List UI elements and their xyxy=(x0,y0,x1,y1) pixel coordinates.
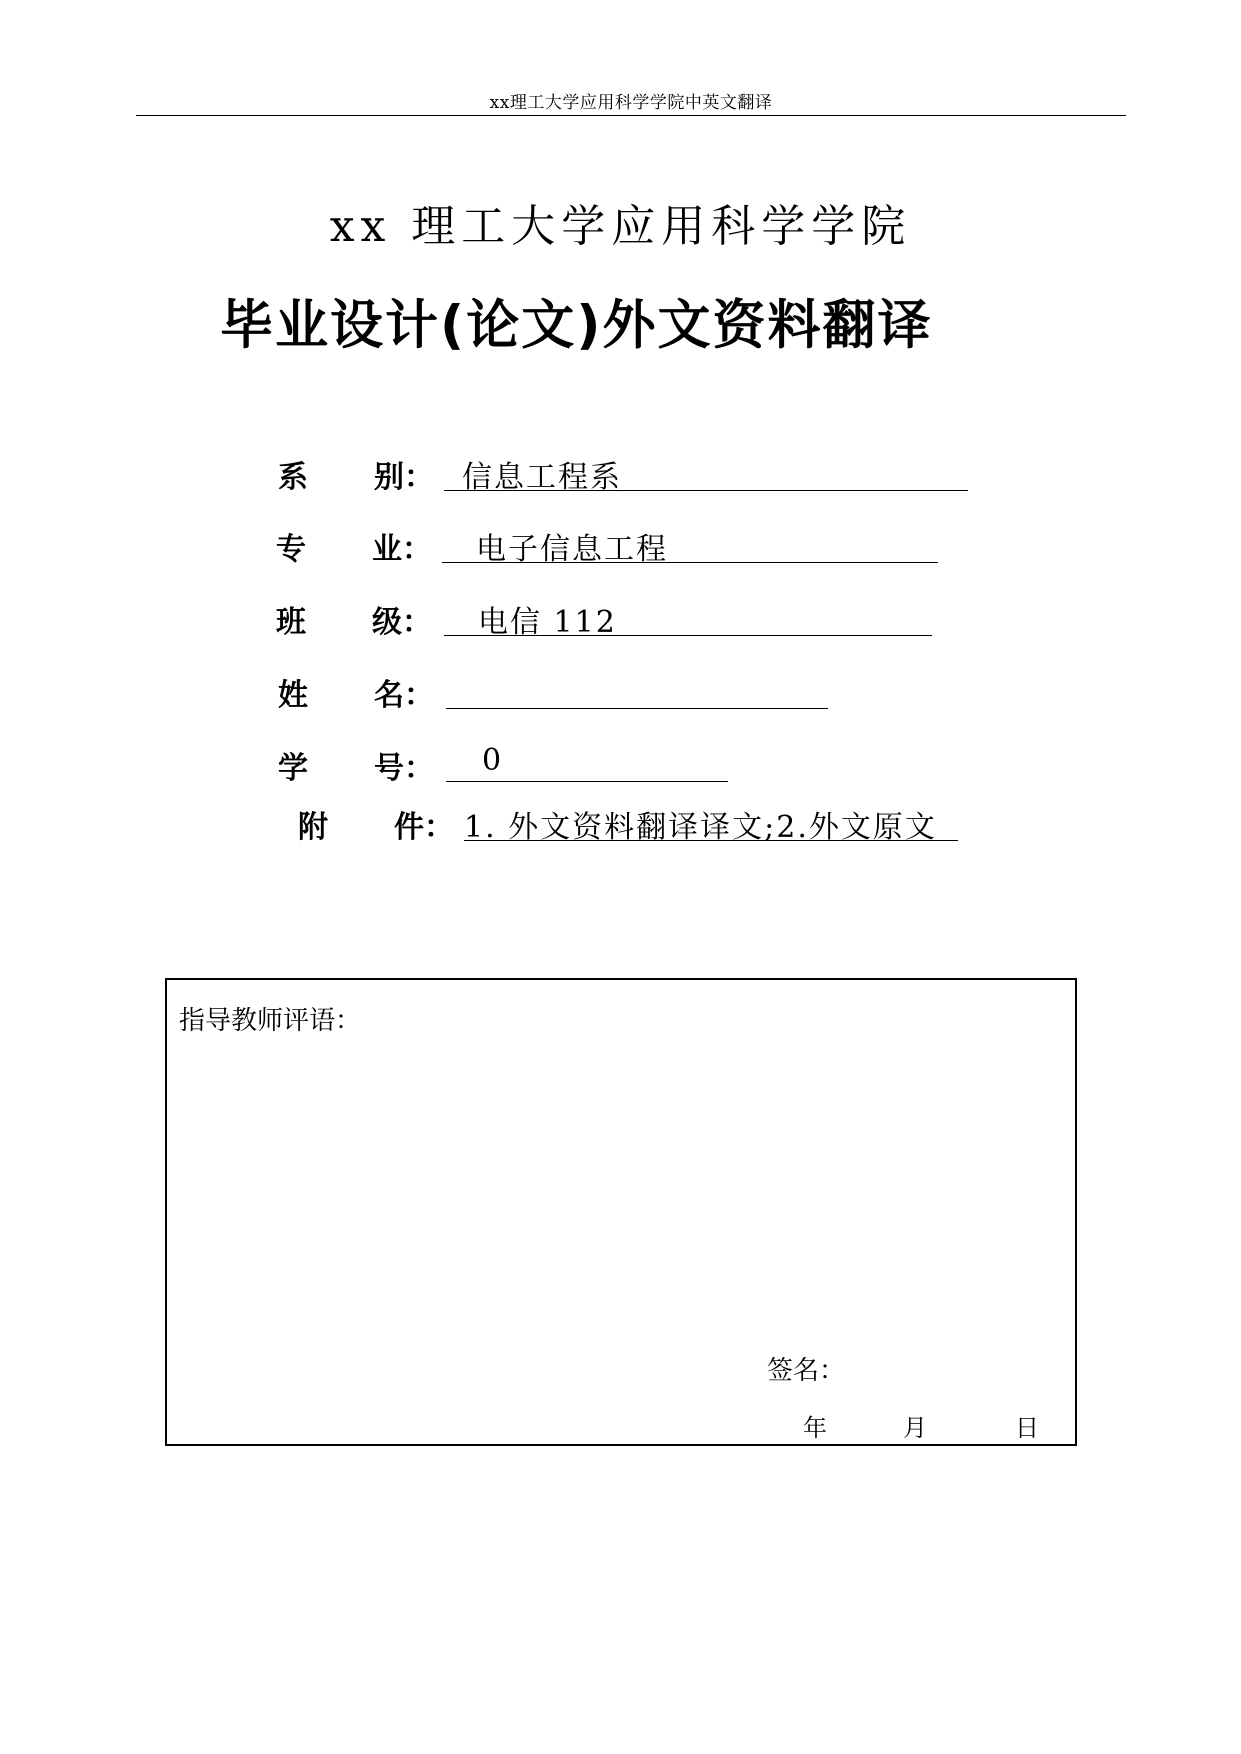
class-value: 电信 112 xyxy=(478,605,617,640)
name-row: 姓 名： xyxy=(278,670,878,714)
student-id-row: 学 号： 0 xyxy=(278,743,778,787)
major-value: 电子信息工程 xyxy=(476,532,668,567)
running-header: xx理工大学应用科学学院中英文翻译 xyxy=(489,93,773,113)
attachments-value: 1. 外文资料翻译译文;2.外文原文 xyxy=(464,810,937,845)
advisor-comment-label: 指导教师评语： xyxy=(179,1006,362,1036)
department-row: 系 别： 信息工程系 xyxy=(278,452,978,496)
date-day-label: 日 xyxy=(1015,1414,1039,1442)
attachments-row: 附 件： 1. 外文资料翻译译文;2.外文原文 xyxy=(298,802,998,846)
date-month-label: 月 xyxy=(903,1414,927,1442)
student-id-value: 0 xyxy=(482,743,504,778)
major-row: 专 业： 电子信息工程 xyxy=(276,524,976,568)
signature-label: 签名： xyxy=(767,1356,846,1386)
department-value: 信息工程系 xyxy=(462,460,622,495)
header-rule xyxy=(136,115,1126,116)
advisor-comment-box[interactable] xyxy=(165,978,1077,1446)
document-title: 毕业设计(论文)外文资料翻译 xyxy=(220,295,933,356)
school-name: xx 理工大学应用科学学院 xyxy=(329,201,912,252)
name-field[interactable] xyxy=(446,670,828,709)
date-year-label: 年 xyxy=(803,1414,827,1442)
class-row: 班 级： 电信 112 xyxy=(276,597,976,641)
major-field[interactable] xyxy=(442,524,938,567)
student-id-field[interactable] xyxy=(446,743,728,782)
attachments-field[interactable] xyxy=(464,802,958,845)
